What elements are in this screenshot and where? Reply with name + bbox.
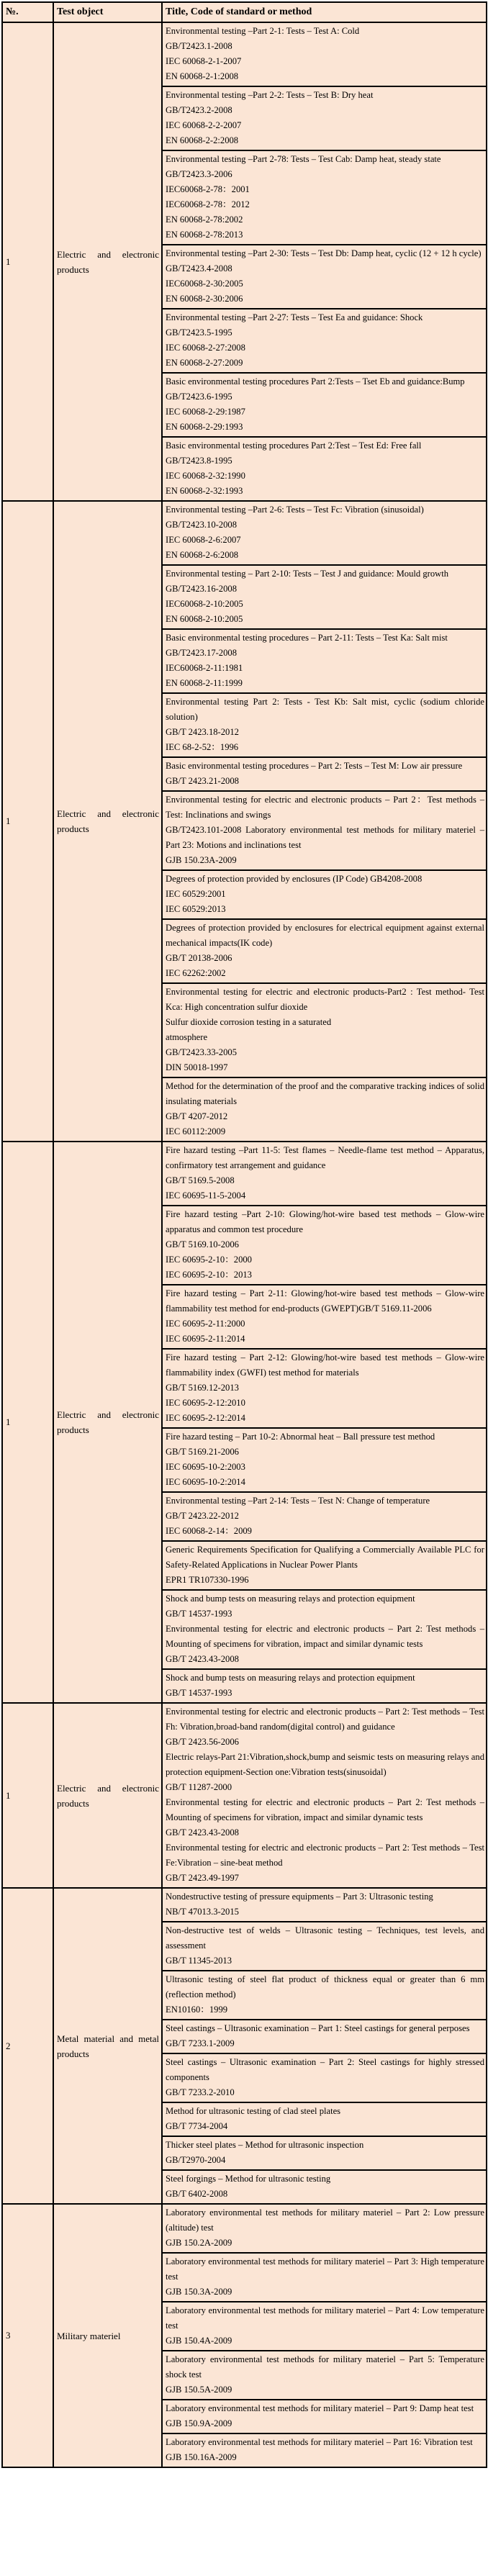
standard-line: GB/T 2423.18-2012 (166, 727, 239, 737)
group-test-object: Electric and electronic products (57, 808, 159, 834)
group-standards-cell (162, 22, 487, 501)
standard-line: IEC 60695-11-5-2004 (166, 1190, 246, 1201)
group-number: 3 (2, 2204, 53, 2467)
standard-cell (163, 694, 486, 758)
table-header (2, 2, 487, 22)
group-row (2, 1142, 487, 1703)
standard-cell (163, 1429, 486, 1493)
standard-cell (163, 2020, 486, 2054)
standard-cell (163, 871, 486, 920)
standard-line: Environmental testing –Part 2-78: Tests – Test Cab: Damp heat, steady state (166, 154, 441, 164)
group-row (2, 2204, 487, 2467)
group-row (2, 1703, 487, 1888)
standard-line: Steel forgings – Method for ultrasonic testing (166, 2174, 331, 2184)
standard-line: GB/T2423.5-1995 (166, 327, 232, 338)
standard-line: GB/T 11345-2013 (166, 1956, 232, 1966)
standard-cell (163, 2171, 486, 2203)
col-header-title-code: Title, Code of standard or method (162, 2, 487, 22)
standard-line: Laboratory environmental test methods for military materiel – Part 5: Temperature shock test (166, 2354, 484, 2380)
standard-line: GB/T 4207-2012 (166, 1111, 228, 1121)
standard-cell (163, 2054, 486, 2103)
standard-line: IEC 60695-2-12:2010 (166, 1398, 245, 1408)
group-test-object: Metal material and metal products (57, 2033, 159, 2059)
standard-line: EN 60068-2-27:2009 (166, 358, 243, 368)
group-row (2, 1888, 487, 2204)
standard-cell (163, 23, 486, 87)
standard-line: Basic environmental testing procedures – Part 2-11: Tests – Test Ka: Salt mist (166, 633, 448, 643)
standard-cell (163, 1285, 486, 1350)
standard-line: GB/T 14537-1993 (166, 1688, 232, 1698)
group-number: 1 (2, 1142, 53, 1703)
group-test-object-cell (53, 2204, 162, 2467)
standard-line: Laboratory environmental test methods for military materiel – Part 3: High temperature test (166, 2256, 484, 2282)
standard-line: Fire hazard testing –Part 2-10: Glowing/hot-wire based test methods – Glow-wire apparatus and common test procedure (166, 1209, 484, 1234)
standard-line: Method for ultrasonic testing of clad steel plates (166, 2106, 341, 2116)
standard-line: IEC60068-2-78：2012 (166, 199, 250, 209)
standard-line: Sulfur dioxide corrosion testing in a saturated (166, 1017, 332, 1027)
standard-line: Generic Requirements Specification for Qualifying a Commercially Available PLC for Safety-Related Applications in Nuclear Power Plants (166, 1545, 484, 1570)
standard-line: IEC60068-2-78：2001 (166, 184, 250, 194)
standard-line: Environmental testing –Part 2-6: Tests – Test Fc: Vibration (sinusoidal) (166, 505, 424, 515)
standard-line: GB/T 2423.43-2008 (166, 1654, 239, 1664)
standard-line: GB/T 2423.21-2008 (166, 776, 239, 786)
group-row (2, 22, 487, 501)
group-test-object: Electric and electronic products (57, 1782, 159, 1809)
standard-cell (163, 1889, 486, 1922)
standard-cell (163, 1670, 486, 1702)
standard-line: NB/T 47013.3-2015 (166, 1907, 239, 1917)
group-standards-cell (162, 2204, 487, 2467)
standard-line: Laboratory environmental test methods for military materiel – Part 16: Vibration test (166, 2437, 473, 2447)
standard-cell (163, 1350, 486, 1429)
standard-line: GB/T 5169.21-2006 (166, 1447, 239, 1457)
standard-line: IEC60068-2-11:1981 (166, 663, 243, 673)
standard-cell (163, 2205, 486, 2254)
standard-cell (163, 1078, 486, 1141)
group-row (2, 501, 487, 1142)
standard-line: GB/T 5169.12-2013 (166, 1383, 239, 1393)
standard-line: IEC 60695-10-2:2014 (166, 1477, 245, 1487)
standard-line: Environmental testing –Part 2-1: Tests – Test A: Cold (166, 26, 360, 36)
standard-line: IEC 68-2-52：1996 (166, 742, 239, 752)
standard-cell (163, 1542, 486, 1591)
standard-cell (163, 566, 486, 630)
standard-line: GJB 150.16A-2009 (166, 2452, 237, 2462)
standard-line: IEC 60695-2-12:2014 (166, 1413, 245, 1423)
standard-line: Thicker steel plates – Method for ultrasonic inspection (166, 2140, 364, 2150)
standard-cell (163, 438, 486, 500)
standard-line: IEC60068-2-10:2005 (166, 599, 243, 609)
standard-cell (163, 1922, 486, 1971)
standard-line: IEC60068-2-30:2005 (166, 279, 243, 289)
standard-line: Environmental testing for electric and electronic products – Part 2：Test methods – Test: Inclinations and swings (166, 795, 484, 820)
standard-line: Degrees of protection provided by enclosures for electrical equipment against external mechanical impacts(IK code) (166, 923, 484, 948)
standard-line: Non-destructive test of welds – Ultrasonic testing – Techniques, test levels, and assessment (166, 1925, 484, 1951)
group-number: 1 (2, 501, 53, 1142)
standard-line: GB/T2423.17-2008 (166, 648, 237, 658)
standard-line: EN 60068-2-2:2008 (166, 135, 239, 145)
standard-line: GB/T 5169.5-2008 (166, 1175, 235, 1185)
standard-line: GB/T2423.2-2008 (166, 105, 232, 115)
standard-line: Environmental testing for electric and electronic products – Part 2: Test methods – Mounting of specimens for vibration, impact and similar dynamic tests (166, 1797, 484, 1822)
standard-line: Environmental testing for electric and electronic products – Part 2: Test methods – Test Fe:Vibration – sine-beat method (166, 1843, 484, 1868)
standard-line: Environmental testing for electric and electronic products-Part2 : Test method- Test Kca: High concentration sulfur dioxide (166, 987, 484, 1012)
standard-line: IEC 60068-2-14：2009 (166, 1526, 252, 1536)
standard-line: Fire hazard testing – Part 10-2: Abnormal heat – Ball pressure test method (166, 1432, 435, 1442)
standard-line: GB/T 20138-2006 (166, 953, 232, 963)
standard-cell (163, 1971, 486, 2020)
standard-line: IEC 60068-2-2-2007 (166, 120, 242, 130)
standard-line: GB/T2423.10-2008 (166, 520, 237, 530)
group-test-object: Military materiel (57, 2330, 121, 2341)
standard-line: EN 60068-2-29:1993 (166, 422, 243, 432)
header-row (2, 2, 487, 22)
standard-line: GJB 150.3A-2009 (166, 2287, 232, 2297)
group-standards-cell (162, 1703, 487, 1888)
standard-line: Environmental testing Part 2: Tests - Test Kb: Salt mist, cyclic (sodium chloride solution) (166, 697, 484, 722)
group-test-object: Electric and electronic products (57, 1409, 159, 1435)
standard-cell (163, 2302, 486, 2351)
standard-cell (163, 758, 486, 792)
group-test-object-cell (53, 501, 162, 1142)
standard-line: Environmental testing –Part 2-14: Tests – Test N: Change of temperature (166, 1496, 430, 1506)
standard-line: GB/T 11287-2000 (166, 1782, 232, 1792)
standard-line: Ultrasonic testing of steel flat product of thickness equal or greater than 6 mm (reflection method) (166, 1974, 484, 1999)
standard-cell (163, 2103, 486, 2137)
standard-line: Laboratory environmental test methods for military materiel – Part 4: Low temperature test (166, 2305, 484, 2331)
standard-cell (163, 984, 486, 1078)
standard-line: Laboratory environmental test methods for military materiel – Part 9: Damp heat test (166, 2403, 474, 2413)
standard-line: Environmental testing – Part 2-10: Tests – Test J and guidance: Mould growth (166, 569, 449, 579)
standard-line: IEC 60695-2-10：2000 (166, 1255, 252, 1265)
standard-line: GJB 150.5A-2009 (166, 2385, 232, 2395)
standard-line: Steel castings – Ultrasonic examination – Part 1: Steel castings for general perposes (166, 2023, 470, 2033)
standard-cell (163, 309, 486, 374)
standard-cell (163, 2254, 486, 2302)
standard-line: GB/T 6402-2008 (166, 2189, 228, 2199)
standard-line: Shock and bump tests on measuring relays and protection equipment (166, 1594, 415, 1604)
standard-cell (163, 151, 486, 245)
standard-cell (163, 630, 486, 694)
standard-line: GJB 150.2A-2009 (166, 2238, 232, 2248)
standard-line: GB/T 2423.49-1997 (166, 1873, 239, 1883)
standard-line: Basic environmental testing procedures – Part 2: Tests – Test M: Low air pressure (166, 761, 463, 771)
standard-cell (163, 1142, 486, 1206)
standard-line: GB/T 5169.10-2006 (166, 1239, 239, 1249)
standard-line: Environmental testing for electric and electronic products – Part 2: Test methods – Mounting of specimens for vibration, impact and similar dynamic tests (166, 1624, 484, 1649)
standard-line: GB/T2423.4-2008 (166, 263, 232, 274)
standard-line: GJB 150.23A-2009 (166, 855, 237, 865)
standard-line: atmosphere (166, 1032, 208, 1042)
standard-line: GB/T2423.3-2006 (166, 169, 232, 179)
group-test-object-cell (53, 22, 162, 501)
group-test-object: Electric and electronic products (57, 248, 159, 275)
standard-line: Degrees of protection provided by enclosures (IP Code) GB4208-2008 (166, 874, 423, 884)
standard-cell (163, 245, 486, 309)
standard-line: Electric relays-Part 21:Vibration,shock,bump and seismic tests on measuring relays and protection equipment-Section one:Vibration tests(sinusoidal) (166, 1752, 484, 1777)
standard-cell (163, 2434, 486, 2467)
standard-line: Environmental testing –Part 2-27: Tests – Test Ea and guidance: Shock (166, 312, 423, 322)
standard-line: IEC 60529:2013 (166, 904, 226, 914)
group-number: 1 (2, 1703, 53, 1888)
standards-table (1, 1, 487, 2468)
standard-line: GB/T 7233.1-2009 (166, 2038, 235, 2048)
standard-line: GJB 150.4A-2009 (166, 2336, 232, 2346)
standard-line: EN 60068-2-6:2008 (166, 550, 239, 560)
group-standards-cell (162, 1142, 487, 1703)
group-test-object-cell (53, 1142, 162, 1703)
standard-cell (163, 1493, 486, 1542)
group-standards-cell (162, 1888, 487, 2204)
standard-line: Shock and bump tests on measuring relays and protection equipment (166, 1673, 415, 1683)
standard-line: Laboratory environmental test methods for military materiel – Part 2: Low pressure (altitude) test (166, 2207, 484, 2233)
standard-line: IEC 60068-2-27:2008 (166, 343, 245, 353)
standard-line: Fire hazard testing – Part 2-12: Glowing/hot-wire based test methods – Glow-wire flammability index (GWFI) test method for materials (166, 1352, 484, 1378)
standard-line: IEC 60695-10-2:2003 (166, 1462, 245, 1472)
standard-line: GB/T 2423.22-2012 (166, 1511, 239, 1521)
standard-line: IEC 60112:2009 (166, 1126, 226, 1136)
col-header-no: №. (2, 2, 53, 22)
standard-line: EN 60068-2-1:2008 (166, 71, 239, 81)
standard-line: IEC 60529:2001 (166, 889, 226, 899)
standard-line: GB/T 14537-1993 (166, 1609, 232, 1619)
standard-line: IEC 60068-2-6:2007 (166, 535, 241, 545)
standard-line: GB/T2970-2004 (166, 2155, 226, 2165)
standard-line: IEC 60695-2-11:2014 (166, 1334, 245, 1344)
standard-line: EN 60068-2-10:2005 (166, 614, 243, 624)
standard-line: EPR1 TR107330-1996 (166, 1575, 249, 1585)
standard-line: IEC 62262:2002 (166, 968, 226, 978)
standard-line: Environmental testing for electric and electronic products – Part 2: Test methods – Test Fh: Vibration,broad-band random(digital control) and guidance (166, 1707, 484, 1732)
standard-line: GB/T 7233.2-2010 (166, 2087, 235, 2097)
standard-line: GB/T2423.8-1995 (166, 456, 232, 466)
standard-line: Fire hazard testing – Part 2-11: Glowing/hot-wire based test methods – Glow-wire flammability test method for end-products (GWEPT)GB/T 5169.11-2006 (166, 1288, 484, 1314)
standard-cell (163, 792, 486, 871)
standard-cell (163, 2351, 486, 2400)
standard-line: IEC 60068-2-1-2007 (166, 56, 242, 66)
group-test-object-cell (53, 1703, 162, 1888)
standard-line: GB/T2423.16-2008 (166, 584, 237, 594)
standard-line: Basic environmental testing procedures Part 2:Tests – Tset Eb and guidance:Bump (166, 376, 465, 387)
group-standards-cell (162, 501, 487, 1142)
standard-cell (163, 920, 486, 984)
standard-line: GB/T 7734-2004 (166, 2121, 228, 2131)
standard-line: DIN 50018-1997 (166, 1062, 228, 1072)
standard-line: IEC 60695-2-11:2000 (166, 1319, 245, 1329)
standard-line: GB/T 2423.43-2008 (166, 1827, 239, 1838)
standard-line: EN 60068-2-30:2006 (166, 294, 243, 304)
group-number: 1 (2, 22, 53, 501)
standard-cell (163, 2137, 486, 2171)
standard-line: GB/T2423.101-2008 Laboratory environmental test methods for military materiel – Part 23: Motions and inclinations test (166, 825, 484, 850)
standard-line: Environmental testing –Part 2-2: Tests – Test B: Dry heat (166, 90, 374, 100)
standard-line: GJB 150.9A-2009 (166, 2418, 232, 2428)
standard-line: GB/T2423.1-2008 (166, 41, 232, 51)
standard-line: Nondestructive testing of pressure equipments – Part 3: Ultrasonic testing (166, 1892, 433, 1902)
standard-line: EN 60068-2-11:1999 (166, 678, 243, 688)
standard-cell (163, 1704, 486, 1887)
standard-cell (163, 374, 486, 438)
standard-line: Basic environmental testing procedures Part 2:Test – Test Ed: Free fall (166, 440, 422, 451)
standard-cell (163, 1591, 486, 1670)
standard-line: Fire hazard testing –Part 11-5: Test flames – Needle-flame test method – Apparatus, confirmatory test arrangement and guidance (166, 1145, 484, 1170)
standard-line: Method for the determination of the proof and the comparative tracking indices of solid insulating materials (166, 1081, 484, 1106)
table-body (2, 22, 487, 2467)
standard-cell (163, 2400, 486, 2434)
standard-line: IEC 60695-2-10：2013 (166, 1270, 252, 1280)
standard-line: Environmental testing –Part 2-30: Tests – Test Db: Damp heat, cyclic (12 + 12 h cycle) (166, 248, 482, 258)
standard-line: IEC 60068-2-29:1987 (166, 407, 245, 417)
standard-line: IEC 60068-2-32:1990 (166, 471, 245, 481)
standard-line: EN 60068-2-78:2013 (166, 230, 243, 240)
standard-line: EN 60068-2-32:1993 (166, 486, 243, 496)
standard-cell (163, 502, 486, 566)
standard-line: EN 60068-2-78:2002 (166, 214, 243, 225)
standard-line: GB/T 2423.56-2006 (166, 1737, 239, 1747)
standard-cell (163, 87, 486, 151)
group-test-object-cell (53, 1888, 162, 2204)
col-header-test-object: Test object (53, 2, 162, 22)
group-number: 2 (2, 1888, 53, 2204)
standard-line: GB/T2423.6-1995 (166, 392, 232, 402)
standard-line: GB/T2423.33-2005 (166, 1047, 237, 1057)
standard-line: Steel castings – Ultrasonic examination – Part 2: Steel castings for highly stressed components (166, 2057, 484, 2082)
standard-cell (163, 1206, 486, 1285)
standard-line: EN10160：1999 (166, 2005, 228, 2015)
